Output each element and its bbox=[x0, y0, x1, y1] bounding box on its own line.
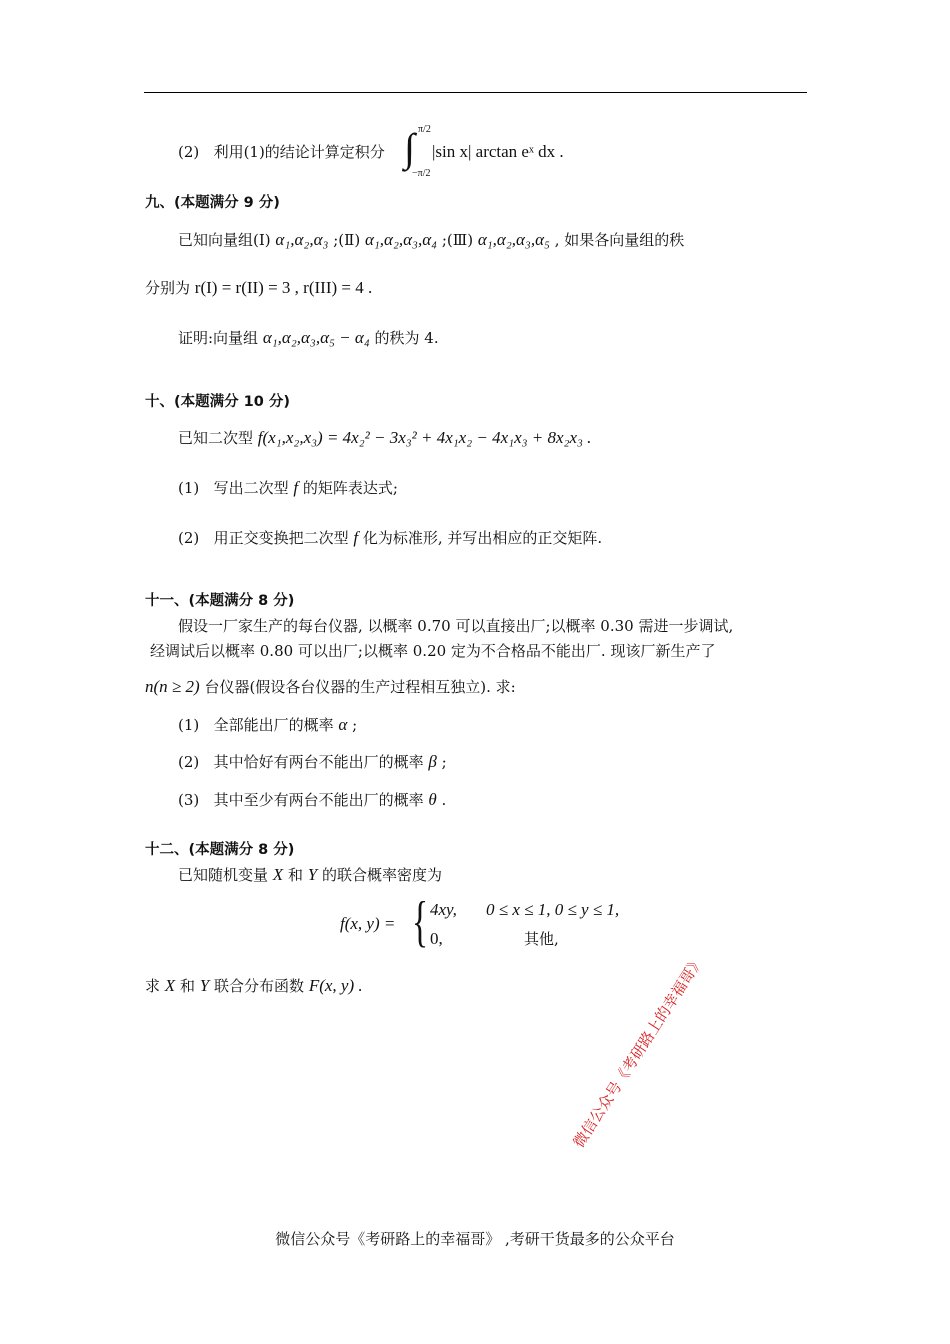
q10-part2-pre: 用正交变换把二次型 bbox=[213, 529, 349, 547]
q12-final-pre: 求 bbox=[145, 977, 161, 995]
q9-line1-pre: 已知向量组(Ⅰ) bbox=[178, 231, 271, 249]
q11-part3-text: 其中至少有两台不能出厂的概率 bbox=[213, 791, 424, 809]
q10-part2 bbox=[178, 528, 602, 548]
q9-group3: α₁,α₂,α₃,α₅ bbox=[477, 230, 550, 249]
q10-quadratic-form: f(x₁,x₂,x₃) = 4x₂² − 3x₃² + 4x₁x₂ − 4x₁x₃ + 8x₂x₃ . bbox=[257, 428, 592, 447]
q11-alpha: α bbox=[338, 715, 348, 734]
q10-line1 bbox=[178, 428, 591, 448]
q8-part2 bbox=[178, 142, 385, 162]
q8-part2-text: 利用(1)的结论计算定积分 bbox=[213, 143, 385, 161]
q10-part1-number: (1) bbox=[178, 479, 200, 497]
q10-line1-pre: 已知二次型 bbox=[178, 429, 254, 447]
q11-part1-text: 全部能出厂的概率 bbox=[213, 716, 334, 734]
q11-part3 bbox=[178, 790, 446, 810]
q12-final-x: X bbox=[164, 976, 176, 995]
watermark-stamp: 微信公众号《考研路上的幸福哥》 bbox=[569, 952, 708, 1151]
q10-part1 bbox=[178, 478, 398, 498]
q9-line1-post: , 如果各向量组的秩 bbox=[554, 231, 685, 249]
q9-line1 bbox=[178, 230, 684, 250]
q9-line1-mid2: ;(Ⅲ) bbox=[441, 231, 474, 249]
q9-vector-group: α₁,α₂,α₃,α₅ − α₄ bbox=[262, 328, 370, 347]
top-rule bbox=[144, 92, 807, 93]
q12-line1-post: 的联合概率密度为 bbox=[322, 866, 443, 884]
q10-part1-post: 的矩阵表达式; bbox=[302, 479, 398, 497]
q12-line1-mid: 和 bbox=[287, 866, 303, 884]
q10-heading: 十、(本题满分 10 分) bbox=[145, 394, 291, 410]
q12-final-mid: 和 bbox=[179, 977, 195, 995]
q11-part3-number: (3) bbox=[178, 791, 200, 809]
q11-part2-text: 其中恰好有两台不能出厂的概率 bbox=[213, 753, 424, 771]
q12-final-y: Y bbox=[199, 976, 210, 995]
q11-line3-post: 台仪器(假设各台仪器的生产过程相互独立). 求: bbox=[204, 678, 516, 696]
integrand: |sin x| arctan eˣ dx . bbox=[432, 142, 564, 161]
q11-beta: β bbox=[428, 752, 437, 771]
q9-rank-equation: r(I) = r(II) = 3 , r(III) = 4 . bbox=[194, 278, 373, 297]
page-footer: 微信公众号《考研路上的幸福哥》 ,考研干货最多的公众平台 bbox=[275, 1230, 675, 1248]
q12-case2-condition: 其他, bbox=[524, 930, 559, 948]
q9-line3-pre: 证明:向量组 bbox=[178, 329, 259, 347]
q9-line2-pre: 分别为 bbox=[145, 279, 191, 297]
q12-distribution-function: F(x, y) . bbox=[308, 976, 363, 995]
q12-final bbox=[145, 976, 363, 996]
q11-part2 bbox=[178, 752, 447, 772]
q10-part1-pre: 写出二次型 bbox=[213, 479, 289, 497]
q12-line1 bbox=[178, 865, 442, 885]
q8-part2-number: (2) bbox=[178, 143, 200, 161]
q12-case1-expr: 4xy, bbox=[430, 900, 457, 919]
integral-sign: ∫ bbox=[404, 125, 415, 170]
q9-line3-post: 的秩为 4. bbox=[374, 329, 439, 347]
q11-part1-end: ; bbox=[352, 716, 358, 734]
q12-heading: 十二、(本题满分 8 分) bbox=[145, 842, 295, 858]
q9-line3 bbox=[178, 328, 439, 348]
q12-var-x: X bbox=[272, 865, 284, 884]
q9-group1: α₁,α₂,α₃ bbox=[275, 230, 329, 249]
q10-part2-number: (2) bbox=[178, 529, 200, 547]
q10-part1-f: f bbox=[293, 478, 299, 497]
q11-heading: 十一、(本题满分 8 分) bbox=[145, 593, 295, 609]
q11-part1 bbox=[178, 715, 357, 735]
q10-part2-post: 化为标准形, 并写出相应的正交矩阵. bbox=[362, 529, 603, 547]
q11-part2-number: (2) bbox=[178, 753, 200, 771]
q11-theta: θ bbox=[428, 790, 437, 809]
q9-heading: 九、(本题满分 9 分) bbox=[145, 195, 280, 211]
q11-line3 bbox=[145, 677, 516, 697]
q9-line1-mid1: ;(Ⅱ) bbox=[333, 231, 361, 249]
q9-group2: α₁,α₂,α₃,α₄ bbox=[364, 230, 438, 249]
q12-brace: { bbox=[412, 891, 429, 953]
q12-case2-expr: 0, bbox=[430, 929, 443, 948]
q12-final-post: 联合分布函数 bbox=[214, 977, 305, 995]
q10-part2-f: f bbox=[353, 528, 359, 547]
integral-lower-limit: −π/2 bbox=[412, 168, 431, 179]
q12-density-lhs: f(x, y) = bbox=[340, 914, 396, 933]
q9-line2 bbox=[145, 278, 372, 298]
q12-case1-condition: 0 ≤ x ≤ 1, 0 ≤ y ≤ 1, bbox=[486, 900, 620, 919]
integral-upper-limit: π/2 bbox=[418, 124, 431, 135]
q11-part1-number: (1) bbox=[178, 716, 200, 734]
q12-line1-pre: 已知随机变量 bbox=[178, 866, 269, 884]
q11-line2: 经调试后以概率 0.80 可以出厂;以概率 0.20 定为不合格品不能出厂. 现该厂新生产了 bbox=[150, 642, 716, 660]
q11-part2-end: ; bbox=[441, 753, 447, 771]
q11-part3-end: . bbox=[441, 791, 447, 809]
q11-line1: 假设一厂家生产的每台仪器, 以概率 0.70 可以直接出厂;以概率 0.30 需进一步调试, bbox=[178, 617, 734, 635]
q11-n-condition: n(n ≥ 2) bbox=[145, 677, 200, 696]
q12-var-y: Y bbox=[307, 865, 318, 884]
